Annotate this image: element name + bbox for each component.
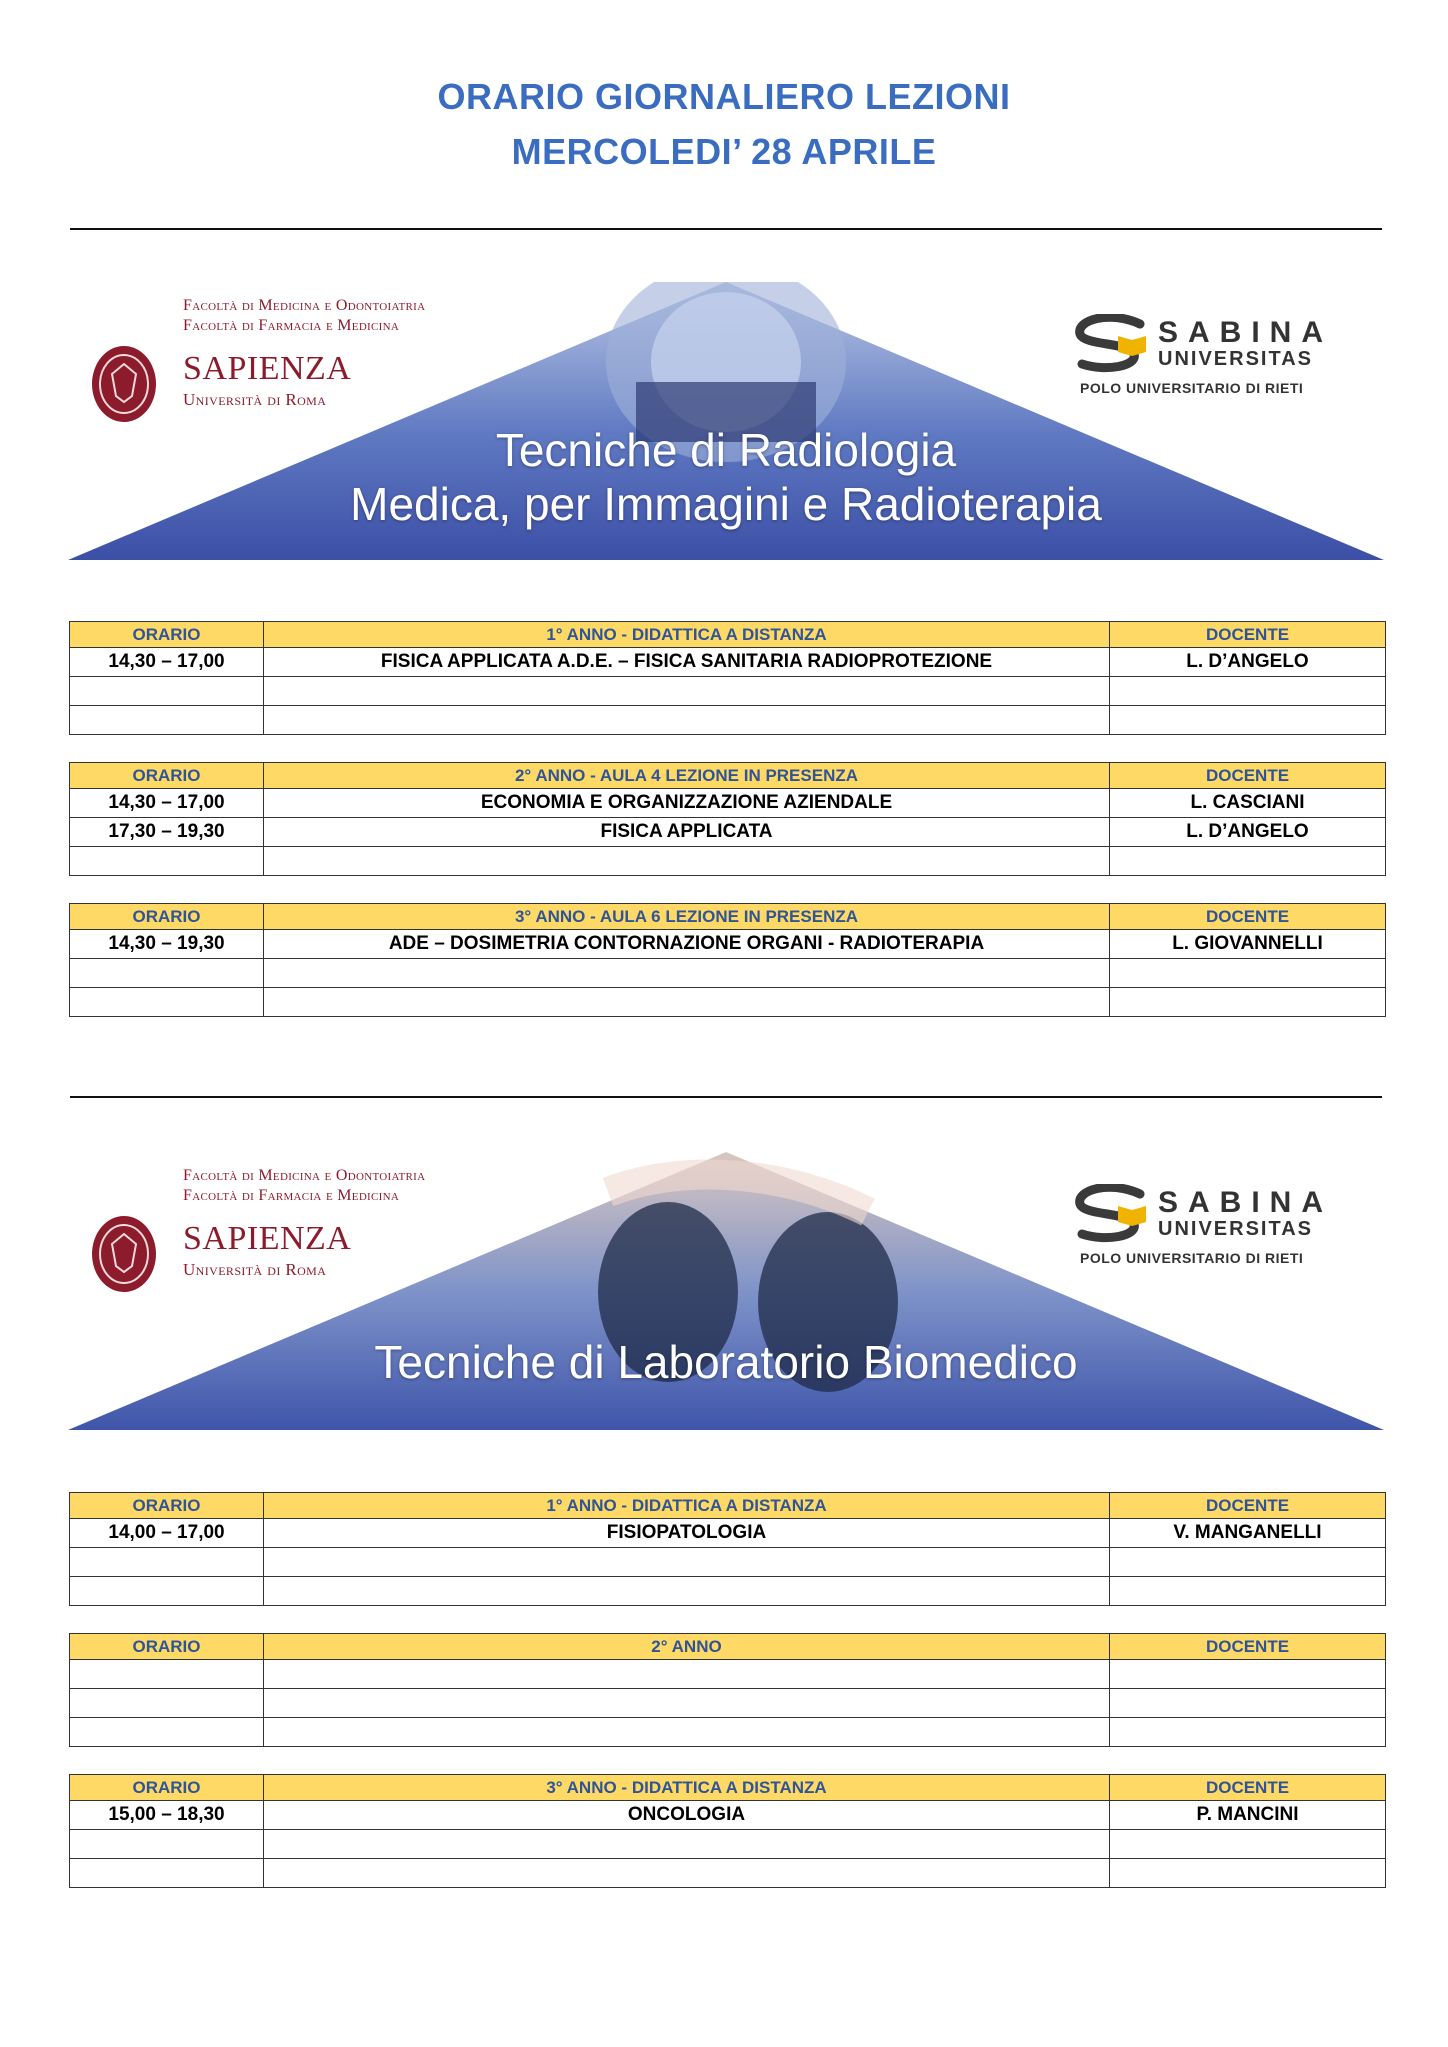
banner-radiologia [68, 282, 1384, 560]
cell-teacher [1110, 1718, 1386, 1747]
cell-subject [264, 677, 1110, 706]
header-year: 1° ANNO - DIDATTICA A DISTANZA [264, 1493, 1110, 1519]
section-gap [70, 1606, 1386, 1634]
table-header-row [70, 1775, 1386, 1801]
cell-time [70, 1548, 264, 1577]
cell-time: 14,30 – 19,30 [70, 930, 264, 959]
cell-subject [264, 988, 1110, 1017]
divider-middle [70, 1096, 1382, 1098]
header-year: 2° ANNO - AULA 4 LEZIONE IN PRESENZA [264, 763, 1110, 789]
table-row [70, 1718, 1386, 1747]
header-year: 1° ANNO - DIDATTICA A DISTANZA [264, 622, 1110, 648]
table-row [70, 1548, 1386, 1577]
table-row [70, 1660, 1386, 1689]
cell-teacher: L. D’ANGELO [1110, 648, 1386, 677]
cell-subject [264, 1718, 1110, 1747]
cell-teacher: V. MANGANELLI [1110, 1519, 1386, 1548]
page-title: ORARIO GIORNALIERO LEZIONI [437, 76, 1011, 117]
header-time: ORARIO [70, 763, 264, 789]
schedule-table-radiologia [69, 621, 1386, 1017]
cell-teacher: L. CASCIANI [1110, 789, 1386, 818]
cell-time: 14,30 – 17,00 [70, 789, 264, 818]
faculty-names [183, 1166, 425, 1206]
table-row [70, 988, 1386, 1017]
header-time: ORARIO [70, 622, 264, 648]
cell-time [70, 1689, 264, 1718]
table-row [70, 1519, 1386, 1548]
header-teacher: DOCENTE [1110, 1493, 1386, 1519]
header-time: ORARIO [70, 1634, 264, 1660]
cell-time [70, 1859, 264, 1888]
cell-subject [264, 1660, 1110, 1689]
cell-subject: ADE – DOSIMETRIA CONTORNAZIONE ORGANI - RADIOTERAPIA [264, 930, 1110, 959]
sapienza-subtitle: Università di Roma [183, 1260, 327, 1279]
table-row [70, 1801, 1386, 1830]
sabina-name: SABINA [1158, 316, 1334, 349]
faculty-line-2: Facoltà di Farmacia e Medicina [183, 317, 400, 334]
sabina-subtitle: UNIVERSITAS [1158, 348, 1313, 370]
cell-subject [264, 1859, 1110, 1888]
cell-subject [264, 1830, 1110, 1859]
cell-teacher [1110, 677, 1386, 706]
cell-time: 14,00 – 17,00 [70, 1519, 264, 1548]
table-row [70, 818, 1386, 847]
cell-time [70, 1577, 264, 1606]
cell-teacher [1110, 847, 1386, 876]
header-teacher: DOCENTE [1110, 1775, 1386, 1801]
header-teacher: DOCENTE [1110, 763, 1386, 789]
faculty-names [183, 296, 425, 336]
section-gap [70, 1747, 1386, 1775]
header-year: 2° ANNO [264, 1634, 1110, 1660]
cell-teacher [1110, 1830, 1386, 1859]
table-header-row [70, 1493, 1386, 1519]
cell-teacher [1110, 1859, 1386, 1888]
cell-subject: FISICA APPLICATA [264, 818, 1110, 847]
table-row [70, 706, 1386, 735]
faculty-line-1: Facoltà di Medicina e Odontoiatria [183, 297, 426, 314]
cell-subject: FISICA APPLICATA A.D.E. – FISICA SANITARIA RADIOPROTEZIONE [264, 648, 1110, 677]
sapienza-name: SAPIENZA [183, 1220, 352, 1257]
header-time: ORARIO [70, 1775, 264, 1801]
course-title-line-1: Tecniche di Radiologia [495, 424, 957, 476]
table-row [70, 1830, 1386, 1859]
sabina-logo-icon [1070, 1184, 1154, 1244]
cell-time [70, 706, 264, 735]
schedule-table-laboratorio [69, 1492, 1386, 1888]
table-header-row [70, 904, 1386, 930]
section-gap [70, 876, 1386, 904]
sabina-name: SABINA [1158, 1186, 1334, 1219]
cell-time [70, 959, 264, 988]
sabina-polo: POLO UNIVERSITARIO DI RIETI [1080, 380, 1304, 396]
sapienza-subtitle: Università di Roma [183, 390, 327, 409]
cell-time [70, 847, 264, 876]
cell-time [70, 677, 264, 706]
table-row [70, 1859, 1386, 1888]
cell-time: 14,30 – 17,00 [70, 648, 264, 677]
table-header-row [70, 1634, 1386, 1660]
cell-time [70, 988, 264, 1017]
cell-time [70, 1718, 264, 1747]
cell-teacher [1110, 988, 1386, 1017]
section-gap [70, 735, 1386, 763]
header-teacher: DOCENTE [1110, 622, 1386, 648]
banner-laboratorio [68, 1152, 1384, 1430]
table-header-row [70, 622, 1386, 648]
course-title: Tecniche di Laboratorio Biomedico [374, 1336, 1078, 1388]
table-row [70, 847, 1386, 876]
faculty-line-2: Facoltà di Farmacia e Medicina [183, 1187, 400, 1204]
cell-subject: FISIOPATOLOGIA [264, 1519, 1110, 1548]
cell-teacher [1110, 706, 1386, 735]
header-time: ORARIO [70, 1493, 264, 1519]
cell-teacher [1110, 1577, 1386, 1606]
cell-subject: ONCOLOGIA [264, 1801, 1110, 1830]
sabina-logo-icon [1070, 314, 1154, 374]
sabina-polo: POLO UNIVERSITARIO DI RIETI [1080, 1250, 1304, 1266]
header-year: 3° ANNO - AULA 6 LEZIONE IN PRESENZA [264, 904, 1110, 930]
sabina-subtitle: UNIVERSITAS [1158, 1218, 1313, 1240]
sapienza-name: SAPIENZA [183, 350, 352, 387]
cell-subject [264, 1689, 1110, 1718]
cell-subject [264, 1548, 1110, 1577]
cell-teacher [1110, 1548, 1386, 1577]
header-year: 3° ANNO - DIDATTICA A DISTANZA [264, 1775, 1110, 1801]
cell-time [70, 1830, 264, 1859]
table-row [70, 1577, 1386, 1606]
header-teacher: DOCENTE [1110, 1634, 1386, 1660]
cell-subject: ECONOMIA E ORGANIZZAZIONE AZIENDALE [264, 789, 1110, 818]
table-header-row [70, 763, 1386, 789]
sapienza-seal-icon [90, 344, 158, 424]
cell-teacher: L. D’ANGELO [1110, 818, 1386, 847]
cell-teacher [1110, 959, 1386, 988]
cell-subject [264, 847, 1110, 876]
header-teacher: DOCENTE [1110, 904, 1386, 930]
cell-subject [264, 706, 1110, 735]
page-date: MERCOLEDI’ 28 APRILE [511, 131, 937, 172]
cell-time: 15,00 – 18,30 [70, 1801, 264, 1830]
table-row [70, 930, 1386, 959]
cell-teacher [1110, 1689, 1386, 1718]
faculty-line-1: Facoltà di Medicina e Odontoiatria [183, 1167, 426, 1184]
table-row [70, 648, 1386, 677]
table-row [70, 1689, 1386, 1718]
table-row [70, 677, 1386, 706]
course-title-line-2: Medica, per Immagini e Radioterapia [350, 478, 1102, 530]
header-time: ORARIO [70, 904, 264, 930]
cell-time: 17,30 – 19,30 [70, 818, 264, 847]
cell-teacher: L. GIOVANNELLI [1110, 930, 1386, 959]
cell-teacher [1110, 1660, 1386, 1689]
cell-time [70, 1660, 264, 1689]
divider-top [70, 228, 1382, 230]
cell-teacher: P. MANCINI [1110, 1801, 1386, 1830]
table-row [70, 959, 1386, 988]
sapienza-seal-icon [90, 1214, 158, 1294]
table-row [70, 789, 1386, 818]
cell-subject [264, 959, 1110, 988]
cell-subject [264, 1577, 1110, 1606]
